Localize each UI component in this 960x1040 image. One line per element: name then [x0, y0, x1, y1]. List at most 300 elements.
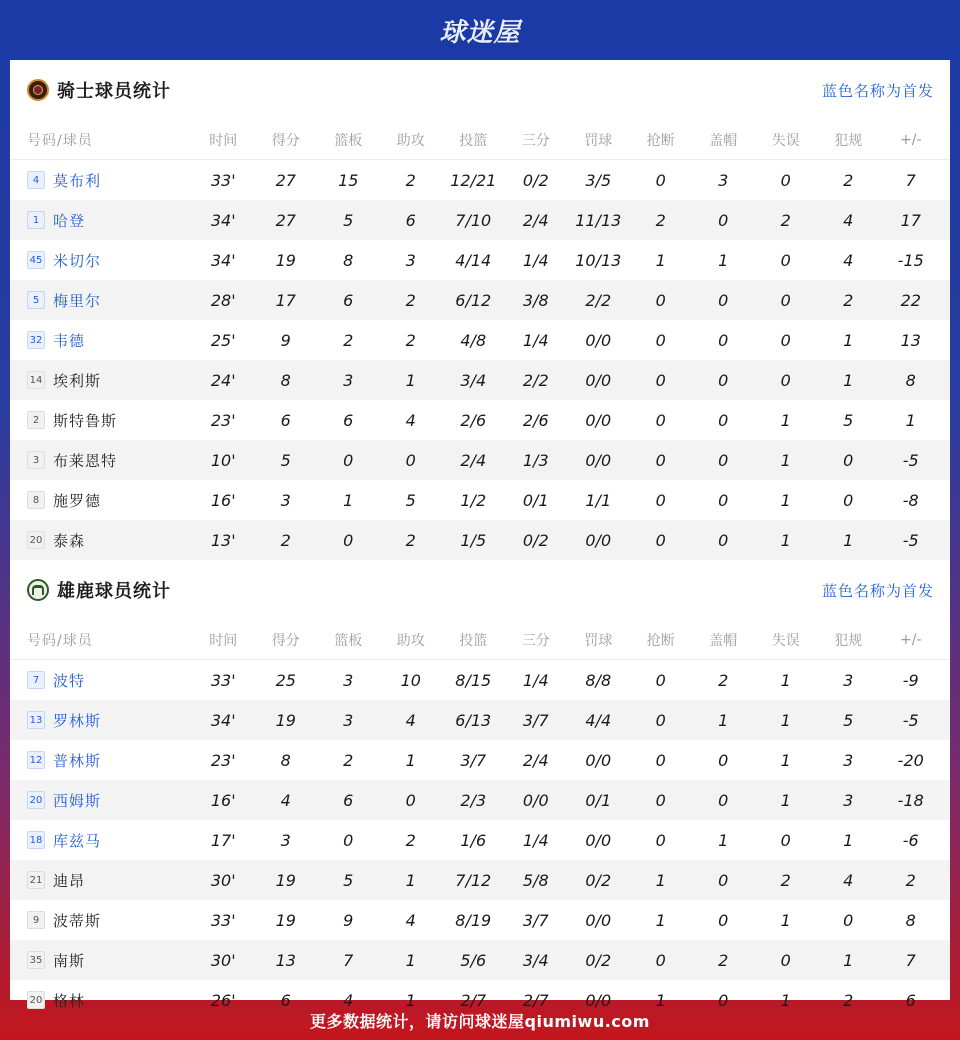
- stat-cell: 0: [780, 830, 791, 850]
- stat-cell: 8: [905, 370, 916, 390]
- jersey-number-badge: 45: [27, 251, 45, 269]
- stat-cell: 2: [280, 530, 291, 550]
- player-name[interactable]: 罗林斯: [53, 711, 102, 730]
- stat-cell: 0: [343, 450, 354, 470]
- stat-cell: 1: [405, 950, 416, 970]
- stat-cell: 3: [343, 670, 354, 690]
- player-name[interactable]: 南斯: [53, 951, 86, 970]
- stat-cell: 5: [343, 210, 354, 230]
- stat-cell: 23': [210, 750, 236, 770]
- stat-cell: 19: [275, 710, 296, 730]
- table-row[interactable]: [10, 700, 950, 740]
- table-row[interactable]: [10, 520, 950, 560]
- player-cell: [10, 370, 192, 391]
- stat-cell: 7: [905, 170, 916, 190]
- stat-cell: 1: [780, 990, 791, 1010]
- stat-cell: 0: [655, 530, 666, 550]
- stat-cell: -5: [902, 710, 919, 730]
- player-name[interactable]: 埃利斯: [53, 371, 102, 390]
- stat-cell: 0: [718, 370, 729, 390]
- stat-cell: 1: [905, 410, 916, 430]
- stat-cell: 2: [843, 290, 854, 310]
- player-cell: [10, 530, 192, 551]
- stat-cell: 3/4: [522, 950, 549, 970]
- stat-cell: 8: [280, 370, 291, 390]
- stat-cell: 0: [405, 790, 416, 810]
- stat-cell: 2: [405, 290, 416, 310]
- stat-cell: 2: [405, 530, 416, 550]
- jersey-number-badge: 7: [27, 671, 45, 689]
- stat-cell: 1/5: [460, 530, 487, 550]
- stat-cell: 2: [718, 670, 729, 690]
- stat-cell: 3: [843, 750, 854, 770]
- stat-cell: -15: [897, 250, 924, 270]
- stat-cell: 0: [343, 830, 354, 850]
- stat-cell: 4: [843, 250, 854, 270]
- table-row[interactable]: [10, 240, 950, 280]
- stat-cell: 6: [343, 790, 354, 810]
- jersey-number-badge: 35: [27, 951, 45, 969]
- stat-cell: 4/14: [455, 250, 492, 270]
- footer-text[interactable]: 更多数据统计，请访问球迷屋qiumiwu.com: [310, 1011, 650, 1031]
- stat-cell: -5: [902, 450, 919, 470]
- stat-cell: 24': [210, 370, 236, 390]
- column-header: 号码/球员: [27, 632, 93, 649]
- stat-cell: 0: [655, 410, 666, 430]
- column-header: +/-: [900, 631, 922, 648]
- stat-cell: 2: [843, 170, 854, 190]
- stat-cell: 0: [655, 490, 666, 510]
- jersey-number-badge: 5: [27, 291, 45, 309]
- player-name[interactable]: 布莱恩特: [53, 451, 118, 470]
- stat-cell: 2: [905, 870, 916, 890]
- cavaliers-logo-icon: [27, 79, 49, 101]
- player-name[interactable]: 库兹马: [53, 831, 102, 850]
- stat-cell: 5: [843, 410, 854, 430]
- column-header: 时间: [209, 132, 238, 149]
- jersey-number-badge: 1: [27, 211, 45, 229]
- jersey-number-badge: 20: [27, 531, 45, 549]
- player-name[interactable]: 迪昂: [53, 871, 86, 890]
- stat-cell: 22: [900, 290, 921, 310]
- stat-cell: -9: [902, 670, 919, 690]
- stat-cell: 1: [655, 910, 666, 930]
- player-name[interactable]: 普林斯: [53, 751, 102, 770]
- table-row[interactable]: [10, 780, 950, 820]
- stat-cell: 0: [718, 870, 729, 890]
- table-row[interactable]: [10, 860, 950, 900]
- player-cell: [10, 950, 192, 971]
- stat-cell: 4: [405, 710, 416, 730]
- team-title: 骑士球员统计: [57, 81, 171, 102]
- stat-cell: 0: [718, 530, 729, 550]
- player-cell: [10, 790, 192, 811]
- table-row[interactable]: [10, 320, 950, 360]
- stats-table: [10, 620, 950, 1020]
- stat-cell: 1: [780, 410, 791, 430]
- stat-cell: 0/0: [585, 750, 612, 770]
- team-header: [10, 560, 950, 620]
- table-header-row: [10, 120, 950, 160]
- stat-cell: 2/4: [522, 750, 549, 770]
- stat-cell: 6/13: [455, 710, 492, 730]
- stat-cell: 33': [210, 170, 236, 190]
- stat-cell: 0: [718, 910, 729, 930]
- column-header: 罚球: [584, 132, 613, 149]
- stat-cell: 6: [280, 410, 291, 430]
- stat-cell: 3/4: [460, 370, 487, 390]
- jersey-number-badge: 21: [27, 871, 45, 889]
- player-cell: [10, 290, 192, 311]
- stat-cell: 2/7: [522, 990, 549, 1010]
- stat-cell: 2: [343, 750, 354, 770]
- stat-cell: -20: [897, 750, 924, 770]
- player-name[interactable]: 斯特鲁斯: [53, 411, 118, 430]
- table-row[interactable]: [10, 900, 950, 940]
- stat-cell: 0: [718, 330, 729, 350]
- stat-cell: 0: [655, 830, 666, 850]
- stat-cell: 3: [343, 370, 354, 390]
- stat-cell: -18: [897, 790, 924, 810]
- stat-cell: 6: [343, 290, 354, 310]
- stat-cell: 0/0: [522, 790, 549, 810]
- stat-cell: 5: [405, 490, 416, 510]
- player-cell: [10, 210, 192, 231]
- stat-cell: 0/0: [585, 410, 612, 430]
- player-name[interactable]: 梅里尔: [53, 291, 102, 310]
- stat-cell: 26': [210, 990, 236, 1010]
- stat-cell: 2: [405, 330, 416, 350]
- team-section-bucks: [10, 560, 950, 1020]
- player-cell: [10, 170, 192, 191]
- stat-cell: 34': [210, 710, 236, 730]
- jersey-number-badge: 13: [27, 711, 45, 729]
- stat-cell: 0: [405, 450, 416, 470]
- stat-cell: 1/4: [522, 830, 549, 850]
- stat-cell: 0/2: [585, 950, 612, 970]
- stat-cell: 1/1: [585, 490, 612, 510]
- table-row[interactable]: [10, 660, 950, 700]
- stat-cell: 0/0: [585, 990, 612, 1010]
- stat-cell: 0/2: [585, 870, 612, 890]
- stat-cell: 0: [718, 210, 729, 230]
- stat-cell: 0: [843, 450, 854, 470]
- stat-cell: 2: [718, 950, 729, 970]
- stat-cell: 8/8: [585, 670, 612, 690]
- stat-cell: 3: [405, 250, 416, 270]
- stat-cell: 0: [718, 750, 729, 770]
- player-name[interactable]: 韦德: [53, 331, 86, 350]
- stat-cell: 2/2: [522, 370, 549, 390]
- column-header: 得分: [271, 132, 300, 149]
- stat-cell: 1: [718, 830, 729, 850]
- stat-cell: 2: [780, 870, 791, 890]
- table-row[interactable]: [10, 740, 950, 780]
- stat-cell: 11/13: [575, 210, 622, 230]
- stat-cell: 0: [780, 370, 791, 390]
- stat-cell: 34': [210, 250, 236, 270]
- stat-cell: 0: [655, 370, 666, 390]
- stat-cell: 2: [405, 170, 416, 190]
- stat-cell: 7: [343, 950, 354, 970]
- stat-cell: 0/0: [585, 830, 612, 850]
- stat-cell: 8: [280, 750, 291, 770]
- stat-cell: 3/7: [522, 710, 549, 730]
- stat-cell: 3: [280, 490, 291, 510]
- stat-cell: 5: [843, 710, 854, 730]
- player-cell: [10, 250, 192, 271]
- stat-cell: 0/0: [585, 330, 612, 350]
- stat-cell: 3/5: [585, 170, 612, 190]
- column-header: 罚球: [584, 632, 613, 649]
- stat-cell: 0: [655, 950, 666, 970]
- stat-cell: 0: [843, 490, 854, 510]
- stat-cell: 4: [405, 410, 416, 430]
- column-header: 投篮: [459, 632, 488, 649]
- stat-cell: 8: [905, 910, 916, 930]
- table-row[interactable]: [10, 160, 950, 200]
- stat-cell: 0/2: [522, 530, 549, 550]
- stat-cell: 0: [718, 490, 729, 510]
- stat-cell: 1: [780, 530, 791, 550]
- stat-cell: 0: [655, 710, 666, 730]
- table-row[interactable]: [10, 940, 950, 980]
- stat-cell: 0: [655, 290, 666, 310]
- stat-cell: 0: [655, 750, 666, 770]
- stat-cell: 2/7: [460, 990, 487, 1010]
- stat-cell: 1/4: [522, 250, 549, 270]
- stat-cell: 3: [280, 830, 291, 850]
- stat-cell: -8: [902, 490, 919, 510]
- player-cell: [10, 330, 192, 351]
- stat-cell: 5/6: [460, 950, 487, 970]
- stat-cell: 4/4: [585, 710, 612, 730]
- stat-cell: 10': [210, 450, 236, 470]
- stat-cell: 0: [655, 790, 666, 810]
- table-header-row: [10, 620, 950, 660]
- stat-cell: 6: [280, 990, 291, 1010]
- stat-cell: 1: [718, 710, 729, 730]
- stat-cell: 0: [655, 330, 666, 350]
- stat-cell: 33': [210, 910, 236, 930]
- stat-cell: 4: [343, 990, 354, 1010]
- stat-cell: 2: [343, 330, 354, 350]
- column-header: 助攻: [396, 632, 425, 649]
- stat-cell: 3: [843, 790, 854, 810]
- stat-cell: 0/0: [585, 450, 612, 470]
- table-row[interactable]: [10, 280, 950, 320]
- table-row[interactable]: [10, 400, 950, 440]
- stat-cell: 12/21: [450, 170, 497, 190]
- stat-cell: 1: [780, 450, 791, 470]
- stat-cell: 25': [210, 330, 236, 350]
- stat-cell: 0/2: [522, 170, 549, 190]
- table-row[interactable]: [10, 360, 950, 400]
- stat-cell: 0/0: [585, 910, 612, 930]
- column-header: 盖帽: [709, 632, 738, 649]
- stat-cell: 30': [210, 950, 236, 970]
- column-header: 助攻: [396, 132, 425, 149]
- player-name[interactable]: 施罗德: [53, 491, 102, 510]
- table-row[interactable]: [10, 200, 950, 240]
- team-title: 雄鹿球员统计: [57, 581, 171, 602]
- stat-cell: 28': [210, 290, 236, 310]
- stat-cell: 0: [780, 170, 791, 190]
- stat-cell: 1: [718, 250, 729, 270]
- player-name[interactable]: 格林: [53, 991, 86, 1010]
- stat-cell: 19: [275, 250, 296, 270]
- footer-bar: [0, 1000, 960, 1040]
- stat-cell: 6: [405, 210, 416, 230]
- jersey-number-badge: 20: [27, 991, 45, 1009]
- jersey-number-badge: 18: [27, 831, 45, 849]
- stat-cell: 1: [843, 830, 854, 850]
- player-name[interactable]: 西姆斯: [53, 791, 102, 810]
- stat-cell: 15: [338, 170, 359, 190]
- player-cell: [10, 450, 192, 471]
- stat-cell: 6: [343, 410, 354, 430]
- column-header: 抢断: [646, 132, 675, 149]
- stat-cell: 7/10: [455, 210, 492, 230]
- column-header: 三分: [521, 132, 550, 149]
- stat-cell: 1: [780, 490, 791, 510]
- brand-header: [0, 0, 960, 60]
- stat-cell: 0/1: [522, 490, 549, 510]
- stat-cell: 2/3: [460, 790, 487, 810]
- column-header: 投篮: [459, 132, 488, 149]
- column-header: 盖帽: [709, 132, 738, 149]
- player-name[interactable]: 米切尔: [53, 251, 102, 270]
- column-header: 篮板: [334, 132, 363, 149]
- column-header: 时间: [209, 632, 238, 649]
- stat-cell: 0: [655, 170, 666, 190]
- table-row[interactable]: [10, 440, 950, 480]
- column-header: 犯规: [834, 132, 863, 149]
- stat-cell: 1: [780, 790, 791, 810]
- column-header: 失误: [771, 132, 800, 149]
- player-cell: [10, 750, 192, 771]
- stat-cell: 0: [780, 330, 791, 350]
- stat-cell: 1: [405, 870, 416, 890]
- stat-cell: 1/4: [522, 330, 549, 350]
- jersey-number-badge: 8: [27, 491, 45, 509]
- player-cell: [10, 870, 192, 891]
- player-cell: [10, 830, 192, 851]
- stat-cell: 1: [780, 910, 791, 930]
- stat-cell: 1: [780, 670, 791, 690]
- stat-cell: 3: [843, 670, 854, 690]
- stat-cell: 16': [210, 790, 236, 810]
- stat-cell: 7: [905, 950, 916, 970]
- stat-cell: 1: [843, 330, 854, 350]
- stat-cell: 19: [275, 910, 296, 930]
- stat-cell: 33': [210, 670, 236, 690]
- stat-cell: 1: [843, 370, 854, 390]
- stat-cell: 1/4: [522, 670, 549, 690]
- stat-cell: 17: [900, 210, 921, 230]
- stat-cell: 4/8: [460, 330, 487, 350]
- stat-cell: 1: [655, 870, 666, 890]
- stat-cell: 4: [843, 210, 854, 230]
- stat-cell: 17: [275, 290, 296, 310]
- stat-cell: 0: [780, 950, 791, 970]
- stat-cell: 13': [210, 530, 236, 550]
- jersey-number-badge: 2: [27, 411, 45, 429]
- column-header: 抢断: [646, 632, 675, 649]
- team-header: [10, 60, 950, 120]
- stat-cell: 5: [280, 450, 291, 470]
- stat-cell: 30': [210, 870, 236, 890]
- stat-cell: 0: [655, 450, 666, 470]
- stat-cell: 1/2: [460, 490, 487, 510]
- stat-cell: 5: [343, 870, 354, 890]
- player-cell: [10, 910, 192, 931]
- stat-cell: 0: [718, 410, 729, 430]
- stat-cell: 2/6: [460, 410, 487, 430]
- player-name[interactable]: 波蒂斯: [53, 911, 102, 930]
- stat-cell: 9: [343, 910, 354, 930]
- stat-cell: 1: [405, 990, 416, 1010]
- player-name[interactable]: 哈登: [53, 211, 86, 230]
- stat-cell: 2/6: [522, 410, 549, 430]
- player-cell: [10, 410, 192, 431]
- stat-cell: 3: [718, 170, 729, 190]
- jersey-number-badge: 12: [27, 751, 45, 769]
- brand-logo-text: 球迷屋: [439, 17, 521, 48]
- table-row[interactable]: [10, 480, 950, 520]
- stat-cell: 3: [343, 710, 354, 730]
- player-cell: [10, 490, 192, 511]
- stat-cell: 2: [405, 830, 416, 850]
- table-row[interactable]: [10, 820, 950, 860]
- player-name[interactable]: 波特: [53, 671, 86, 690]
- player-name[interactable]: 莫布利: [53, 171, 102, 190]
- jersey-number-badge: 32: [27, 331, 45, 349]
- stat-cell: 34': [210, 210, 236, 230]
- stat-cell: 10/13: [575, 250, 622, 270]
- player-name[interactable]: 泰森: [53, 531, 86, 550]
- stat-cell: 1: [655, 990, 666, 1010]
- stat-cell: 1: [405, 750, 416, 770]
- stats-table: [10, 120, 950, 560]
- stat-cell: 1: [655, 250, 666, 270]
- stat-cell: 0: [718, 990, 729, 1010]
- stat-cell: 2: [655, 210, 666, 230]
- stat-cell: 2/4: [460, 450, 487, 470]
- starter-note: 蓝色名称为首发: [821, 581, 934, 600]
- jersey-number-badge: 20: [27, 791, 45, 809]
- stat-cell: 2/2: [585, 290, 612, 310]
- stat-cell: 10: [400, 670, 421, 690]
- stat-cell: 8/15: [455, 670, 492, 690]
- stat-cell: 7/12: [455, 870, 492, 890]
- stat-cell: -6: [902, 830, 919, 850]
- stat-cell: 4: [280, 790, 291, 810]
- jersey-number-badge: 9: [27, 911, 45, 929]
- stat-cell: 19: [275, 870, 296, 890]
- stat-cell: 27: [275, 170, 296, 190]
- stat-cell: 2: [780, 210, 791, 230]
- team-section-cavaliers: [10, 60, 950, 560]
- stat-cell: 13: [275, 950, 296, 970]
- stat-cell: 4: [405, 910, 416, 930]
- stat-cell: 1: [843, 950, 854, 970]
- stat-cell: 0: [780, 250, 791, 270]
- stat-cell: 1/6: [460, 830, 487, 850]
- player-cell: [10, 670, 192, 691]
- stat-cell: 23': [210, 410, 236, 430]
- column-header: 犯规: [834, 632, 863, 649]
